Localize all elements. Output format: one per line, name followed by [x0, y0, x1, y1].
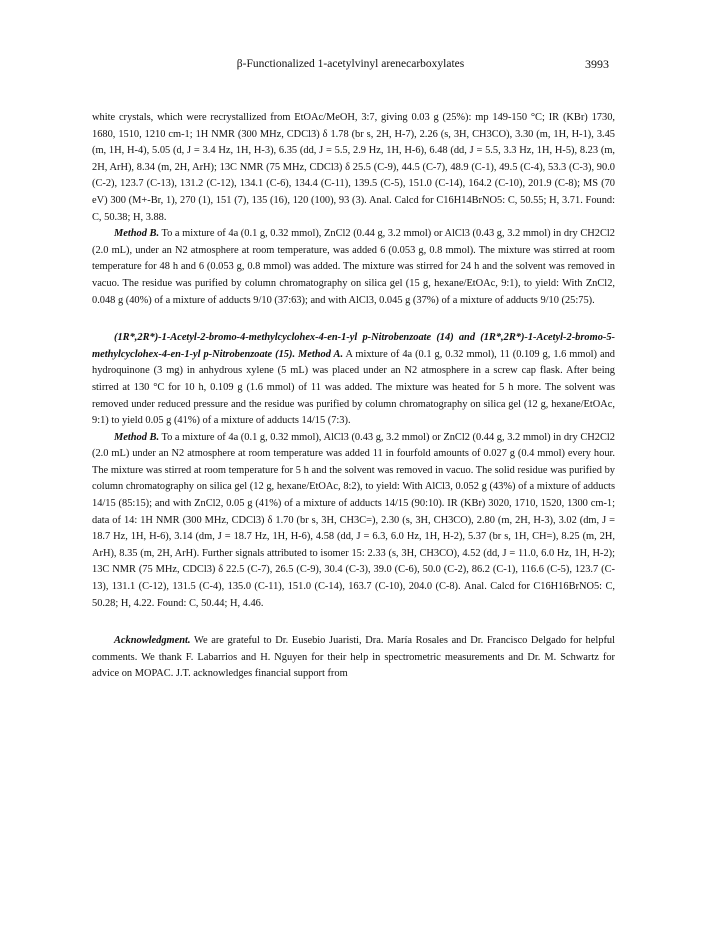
section-gap	[92, 309, 615, 330]
paragraph-text: white crystals, which were recrystallized from EtOAc/MeOH, 3:7, giving 0.03 g (25%): mp 149-150 °C; IR (KBr) 1730, 1680, 1510, 1210 cm-1; 1H NMR (300 MHz, CDCl3) δ 1.78 (br s, 2H, H-7), 2.26 (s, 3H, CH3CO), 3.30 (m, 1H, H-1), 3.45 (m, 1H, H-4), 5.05 (d, J = 3.4 Hz, 1H, H-3), 6.35 (dd, J = 5.5, 2.9 Hz, 1H, H-6), 6.48 (dd, J = 5.5, 3.3 Hz, 1H, H-5), 8.23 (m, 2H, ArH), 8.34 (m, 2H, ArH); 13C NMR (75 MHz, CDCl3) δ 25.5 (C-9), 44.5 (C-7), 48.9 (C-1), 49.5 (C-4), 53.3 (C-3), 90.0 (C-2), 123.7 (C-13), 131.2 (C-12), 134.1 (C-6), 134.4 (C-11), 139.5 (C-5), 151.0 (C-14), 164.2 (C-10), 201.9 (C-8); MS (70 eV) 300 (M+-Br, 1), 270 (1), 151 (7), 135 (16), 120 (100), 93 (3). Anal. Calcd for C16H14BrNO5: C, 50.55; H, 3.71. Found: C, 50.38; H, 3.88.	[92, 112, 615, 223]
paragraph-compound-14-15	[92, 330, 615, 430]
compound-heading: (1R*,2R*)-1-Acetyl-2-bromo-4-methylcyclohex-4-en-1-yl p-Nitrobenzoate (14) and (1R*,2R*)-1-Acetyl-2-bromo-5-methylcyclohex-4-en-1-yl p-Nitrobenzoate (15). Method A.	[92, 332, 615, 360]
paragraph-text: To a mixture of 4a (0.1 g, 0.32 mmol), ZnCl2 (0.44 g, 3.2 mmol) or AlCl3 (0.43 g, 3.2 mmol) in dry CH2Cl2 (2.0 mL), under an N2 atmosphere at room temperature, was added 6 (0.053 g, 0.8 mmol). The mixture was stirred at room temperature for 48 h and 6 (0.053 g, 0.8 mmol) was added. The mixture was stirred for 24 h and the solvent was removed in vacuo. The residue was purified by column chromatography on silica gel (15 g, hexane/EtOAc, 9:1), to yield: With ZnCl2, 0.048 g (40%) of a mixture of adducts 9/10 (37:63); and with AlCl3, 0.045 g (37%) of a mixture of adducts 9/10 (25:75).	[92, 228, 615, 306]
page-number: 3993	[585, 57, 609, 71]
paragraph-method-b-1	[92, 226, 615, 309]
paragraph-continuation	[92, 110, 615, 226]
article-body	[92, 110, 615, 683]
paragraph-acknowledgment	[92, 633, 615, 683]
paragraph-text: We are grateful to Dr. Eusebio Juaristi, Dra. María Rosales and Dr. Francisco Delgado for helpful comments. We thank F. Labarrios and H. Nguyen for their help in spectrometric measurements and Dr. M. Schwartz for advice on MOPAC. J.T. acknowledges financial support from	[92, 635, 615, 680]
paragraph-text: To a mixture of 4a (0.1 g, 0.32 mmol), AlCl3 (0.43 g, 3.2 mmol) or ZnCl2 (0.44 g, 3.2 mmol) in dry CH2Cl2 (2.0 mL) under an N2 atmosphere at room temperature was added 11 in fourfold amounts of 0.027 g (0.4 mmol) every hour. The mixture was stirred at room temperature for 5 h and the solvent was removed in vacuo. The solid residue was purified by column chromatography on silica gel (12 g, hexane/EtOAc, 8:2), to yield: With AlCl3, 0.052 g (43%) of a mixture of adducts 14/15 (85:15); and with ZnCl2, 0.05 g (41%) of a mixture of adducts 14/15 (90:10). IR (KBr) 3020, 1710, 1520, 1300 cm-1; data of 14: 1H NMR (300 MHz, CDCl3) δ 1.70 (br s, 3H, CH3C=), 2.30 (s, 3H, CH3CO), 2.80 (m, 2H, H-3), 3.02 (dm, J = 18.7 Hz, 1H, H-6), 3.14 (dm, J = 18.7 Hz, 1H, H-6), 4.58 (dd, J = 6.3, 6.0 Hz, 1H, H-2), 5.37 (br s, 1H, CH=), 8.25 (m, 2H, ArH), 8.35 (m, 2H, ArH). Further signals attributed to isomer 15: 2.33 (s, 3H, CH3CO), 4.52 (dd, J = 11.0, 6.0 Hz, 1H, H-2); 13C NMR (75 MHz, CDCl3) δ 22.5 (C-7), 26.5 (C-9), 30.4 (C-3), 39.0 (C-6), 50.0 (C-2), 86.2 (C-1), 116.6 (C-5), 123.7 (C-13), 131.1 (C-12), 131.5 (C-4), 135.0 (C-11), 151.0 (C-14), 163.7 (C-10), 204.0 (C-8). Anal. Calcd for C16H16BrNO5: C, 50.28; H, 4.22. Found: C, 50.44; H, 4.46.	[92, 431, 615, 609]
method-label: Method B.	[114, 228, 160, 240]
method-label: Method B.	[114, 431, 160, 443]
paragraph-method-b-2	[92, 430, 615, 613]
page-header	[0, 58, 701, 76]
section-gap	[92, 612, 615, 633]
running-head: β-Functionalized 1-acetylvinyl arenecarboxylates	[236, 58, 465, 70]
acknowledgment-label: Acknowledgment.	[114, 635, 191, 647]
paragraph-text: A mixture of 4a (0.1 g, 0.32 mmol), 11 (0.109 g, 1.6 mmol) and hydroquinone (3 mg) in anhydrous xylene (5 mL) was placed under an N2 atmosphere in a screw cap flask. After being stirred at 130 °C for 10 h, 0.109 g (1.6 mmol) of 11 was added. The mixture was heated for 5 h more. The solvent was removed under reduced pressure and the residue was purified by column chromatography on silica gel (12 g, hexane/EtOAc, 9:1) to yield 0.05 g (41%) of a mixture of adducts 14/15 (7:3).	[92, 348, 615, 427]
